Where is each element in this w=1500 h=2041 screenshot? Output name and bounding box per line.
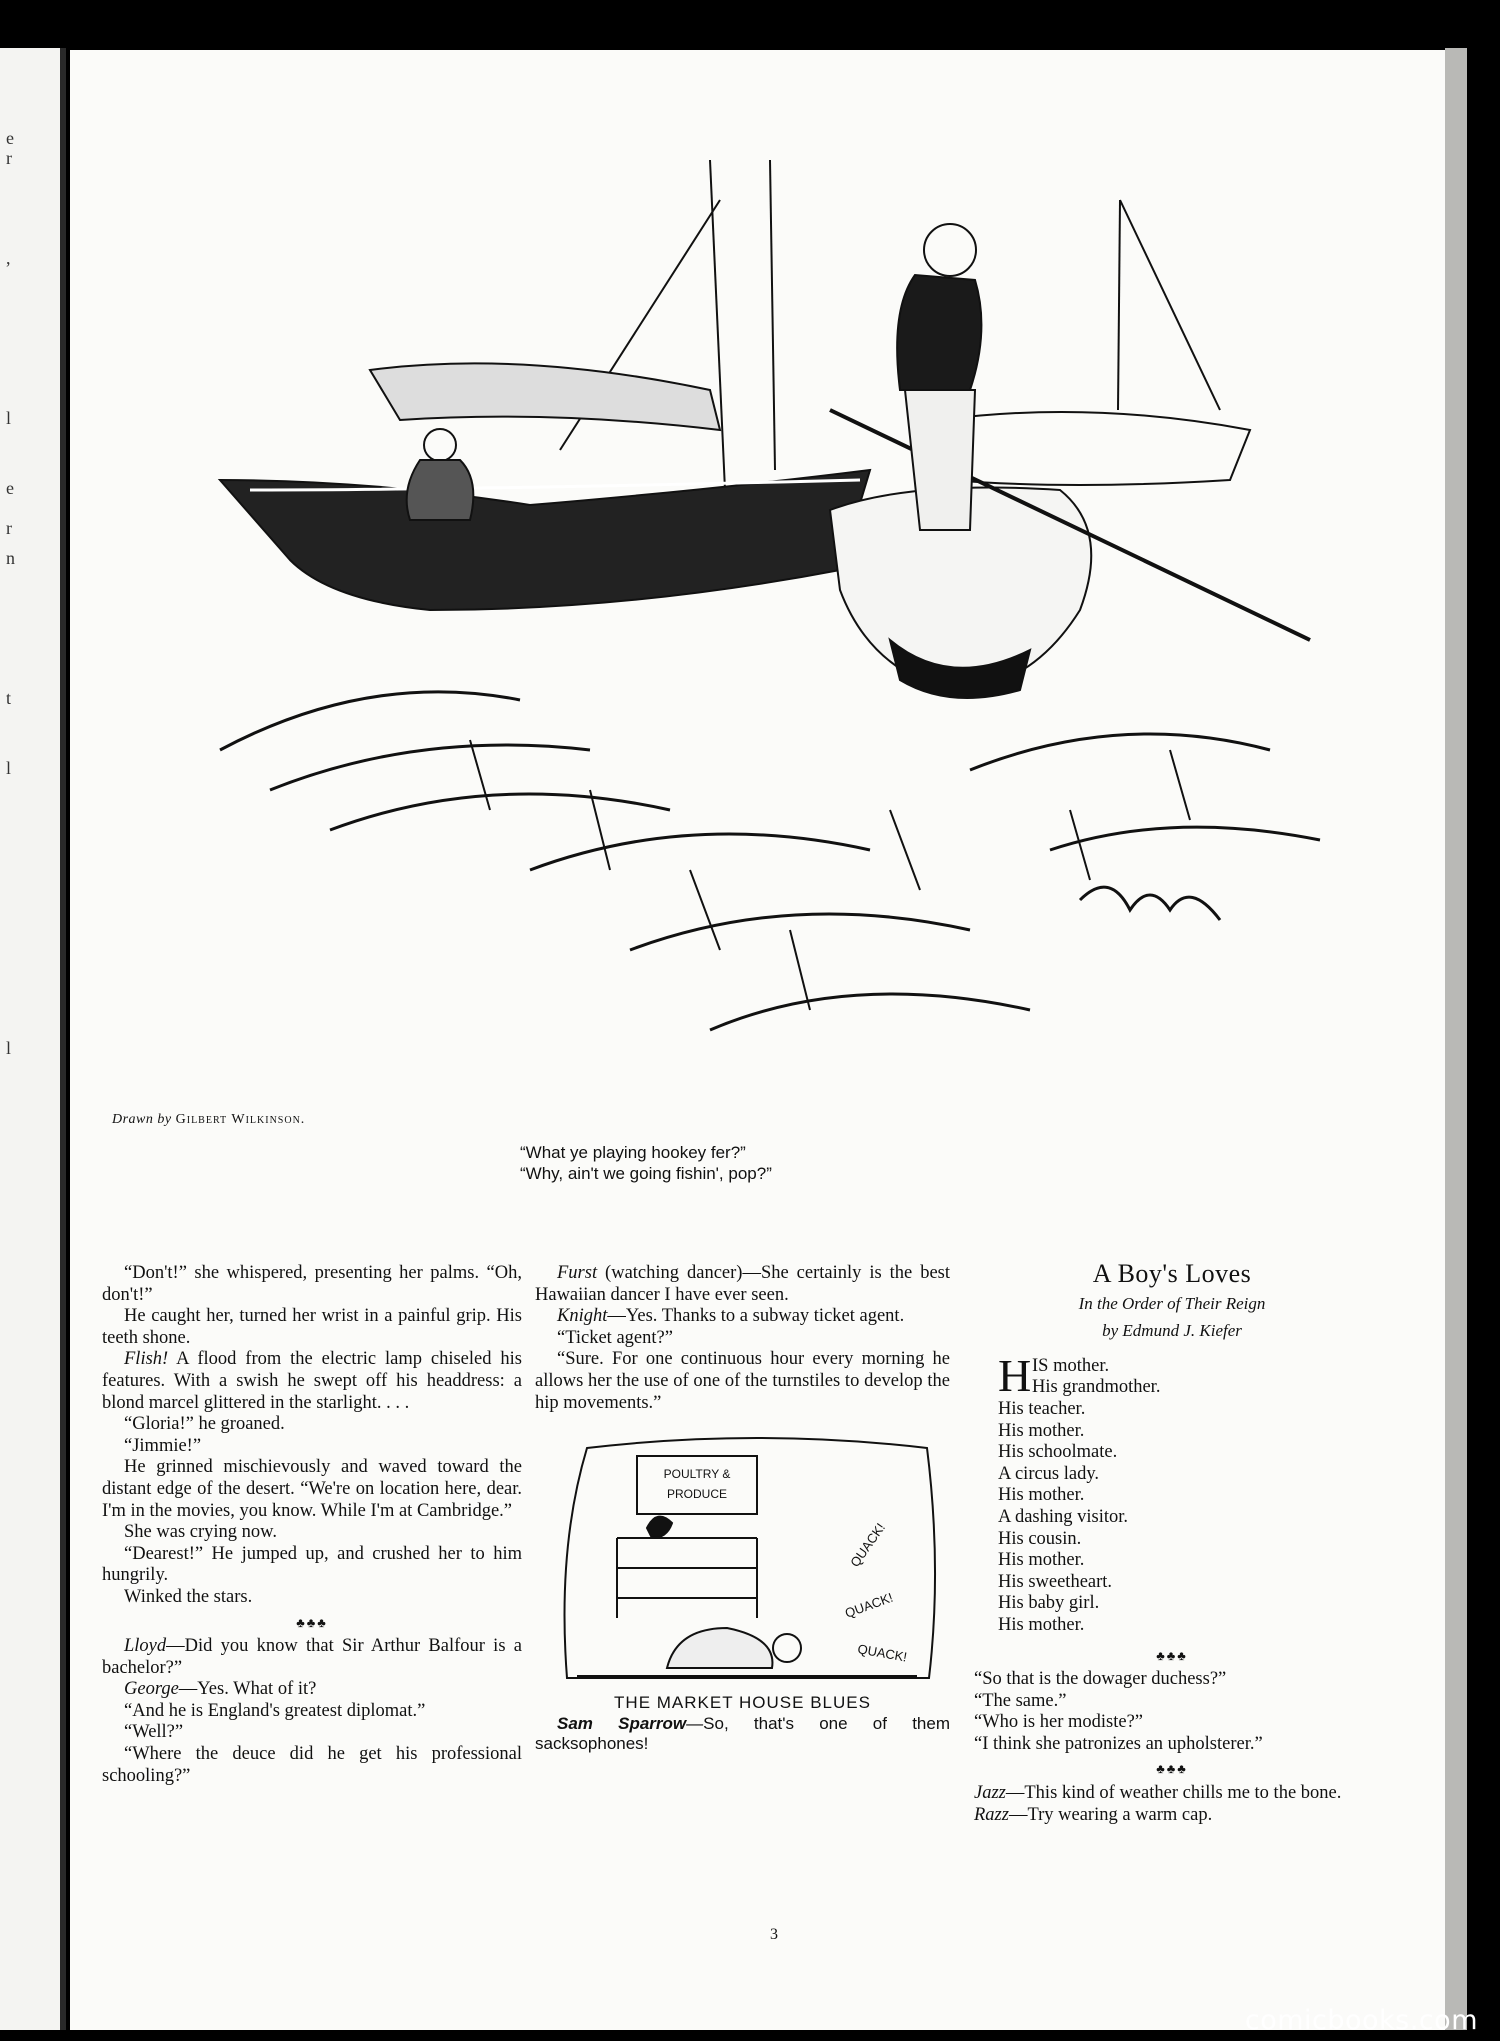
paragraph-text: —Yes. Thanks to a subway ticket agent.: [607, 1306, 905, 1327]
speaker-name: Razz: [974, 1804, 1009, 1825]
poem-line: His mother.: [998, 1550, 1085, 1571]
speaker-name: Furst: [557, 1263, 598, 1283]
left-page-fragment: ,: [6, 248, 11, 268]
cartoon-quack: QUACK!: [856, 1641, 909, 1665]
cartoon-sign-line: PRODUCE: [666, 1487, 728, 1502]
market-house-cartoon: [557, 1428, 942, 1686]
speaker-name: Lloyd: [124, 1636, 167, 1657]
cartoon-quack: QUACK!: [842, 1589, 895, 1621]
paragraph: [102, 1349, 522, 1414]
left-page-fragment: r: [6, 148, 12, 168]
poem-line-text: IS mother.: [1032, 1355, 1110, 1376]
caption-line: “Why, ain't we going fishin', pop?”: [520, 1164, 772, 1183]
paragraph: “I think she patronizes an upholsterer.”: [974, 1733, 1263, 1754]
left-page-fragment: e: [6, 478, 14, 498]
left-page-fragment: l: [6, 758, 12, 778]
paragraph: “Dearest!” He jumped up, and crushed her to him hungrily.: [102, 1543, 522, 1586]
paragraph: She was crying now.: [124, 1522, 277, 1543]
caption-line: “What ye playing hookey fer?”: [520, 1143, 746, 1162]
paragraph: “The same.”: [974, 1690, 1067, 1711]
illustration-caption: [520, 1142, 1040, 1184]
column-left: [102, 1263, 522, 1787]
boat-illustration: [70, 50, 1445, 1110]
magazine-page: [70, 50, 1445, 2030]
paragraph: “So that is the dowager duchess?”: [974, 1669, 1227, 1690]
poem-line: A circus lady.: [998, 1463, 1100, 1484]
poem-line: His cousin.: [998, 1528, 1082, 1549]
cartoon-sign-line: POULTRY &: [663, 1467, 731, 1482]
poem-byline: by Edmund J. Kiefer: [1102, 1321, 1242, 1341]
paragraph: “Where the deuce did he get his professional schooling?”: [102, 1744, 522, 1786]
left-page-fragment: l: [6, 1038, 12, 1058]
poem-line: His mother.: [998, 1614, 1085, 1635]
paragraph: “And he is England's greatest diplomat.”: [124, 1700, 426, 1721]
section-divider: ♣♣♣: [296, 1614, 328, 1630]
paragraph: Winked the stars.: [124, 1586, 253, 1607]
poem-line: His teacher.: [998, 1398, 1086, 1419]
speaker-name: Jazz: [974, 1783, 1006, 1804]
paragraph-text: —This kind of weather chills me to the bone.: [1005, 1783, 1342, 1804]
paragraph-text: A flood from the electric lamp chiseled his features. With a swish he swept off his headdress: a blond marcel glittered in the starlight. . . .: [102, 1349, 522, 1413]
poem-line: His mother.: [998, 1420, 1085, 1441]
poem-line: A dashing visitor.: [998, 1506, 1129, 1527]
section-divider: ♣♣♣: [1156, 1647, 1188, 1663]
paragraph: [102, 1636, 522, 1679]
cartoon-caption: [535, 1714, 950, 1754]
left-page-fragment: r: [6, 518, 12, 538]
poem-line: His schoolmate.: [998, 1442, 1118, 1463]
previous-page-edge: [0, 48, 66, 2030]
cartoon-title: THE MARKET HOUSE BLUES: [614, 1693, 871, 1713]
cartoon-quack: QUACK!: [847, 1520, 889, 1570]
left-page-fragment: e: [6, 128, 14, 148]
paragraph: “Sure. For one continuous hour every morning he allows her the use of one of the turnstiles to develop the hip movements.”: [535, 1349, 950, 1413]
emphasis: Flish!: [124, 1349, 169, 1370]
site-watermark: comicbooks.com: [1244, 2005, 1478, 2036]
poem-line: His sweetheart.: [998, 1571, 1113, 1592]
paragraph: [535, 1263, 950, 1306]
paragraph: “Gloria!” he groaned.: [124, 1414, 285, 1435]
paragraph-text: —So, that's one of them sacksophones!: [535, 1713, 950, 1753]
paragraph: He caught her, turned her wrist in a painful grip. His teeth shone.: [102, 1306, 522, 1348]
paragraph: [535, 1306, 950, 1328]
page-number: 3: [770, 1926, 778, 1943]
poem-title: A Boy's Loves: [1092, 1259, 1252, 1288]
left-page-fragment: t: [6, 688, 12, 708]
drop-cap: H: [998, 1349, 1032, 1401]
credit-artist: Gilbert Wilkinson.: [175, 1112, 306, 1127]
paragraph: He grinned mischievously and waved toward the distant edge of the desert. “We're on location here, dear. I'm in the movies, you know. While I'm at Cambridge.”: [102, 1457, 522, 1521]
paragraph: [102, 1679, 522, 1701]
poem-line: His grandmother.: [1032, 1377, 1161, 1398]
illustration-credit: [112, 1112, 305, 1128]
section-divider: ♣♣♣: [1156, 1761, 1188, 1777]
poem-line: His baby girl.: [998, 1593, 1100, 1614]
left-page-fragment: l: [6, 408, 12, 428]
paragraph-text: —Try wearing a warm cap.: [1008, 1804, 1213, 1825]
poem-subtitle: In the Order of Their Reign: [1078, 1293, 1266, 1313]
paragraph-text: —Did you know that Sir Arthur Balfour is a bachelor?”: [102, 1636, 522, 1678]
column-right: [952, 1259, 1392, 1826]
page-edge-shadow: [1445, 48, 1467, 2030]
paragraph: “Don't!” she whispered, presenting her palms. “Oh, don't!”: [102, 1263, 522, 1305]
left-page-fragment: n: [6, 548, 15, 568]
paragraph: [952, 1783, 1392, 1805]
paragraph: “Jimmie!”: [124, 1435, 202, 1456]
paragraph: “Who is her modiste?”: [974, 1712, 1144, 1733]
paragraph-text: —Yes. What of it?: [178, 1679, 317, 1700]
poem-line: His mother.: [998, 1485, 1085, 1506]
paragraph-text: (watching dancer)—She certainly is the best Hawaiian dancer I have ever seen.: [535, 1263, 950, 1305]
poem-body: [998, 1349, 1392, 1637]
speaker-name: George: [124, 1679, 179, 1700]
speaker-name: Knight: [557, 1306, 608, 1327]
speaker-name: Sam Sparrow: [557, 1713, 687, 1733]
column-middle: [535, 1263, 950, 1754]
paragraph: [952, 1805, 1392, 1827]
paragraph: “Ticket agent?”: [557, 1327, 673, 1348]
paragraph: “Well?”: [124, 1722, 184, 1743]
credit-prefix: Drawn by: [112, 1112, 172, 1127]
